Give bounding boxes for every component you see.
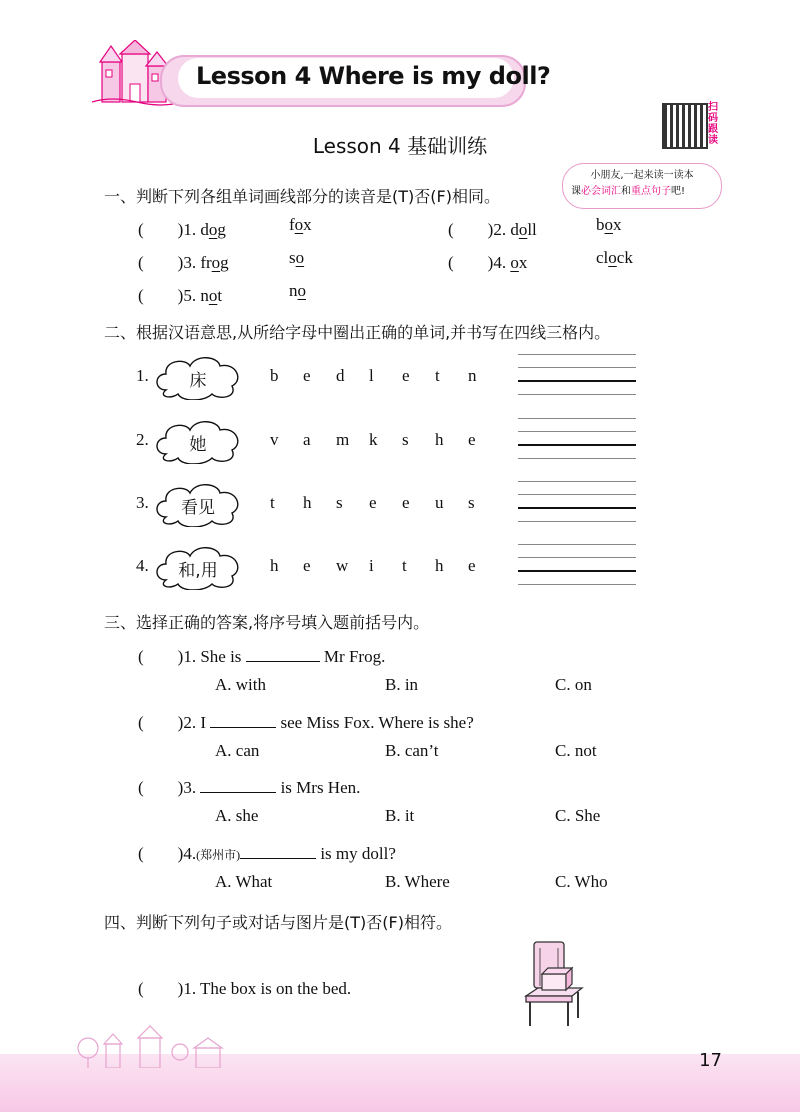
- letter-row[interactable]: h e w i t h e: [270, 556, 476, 575]
- part2-num: 3.: [136, 493, 149, 512]
- part1-item-3: ( )3. frog: [138, 253, 229, 272]
- part1-item-3-word2: so: [289, 248, 305, 267]
- answer-blank[interactable]: [210, 727, 276, 728]
- town-illustration: [70, 1024, 240, 1068]
- option[interactable]: C. Who: [555, 872, 608, 891]
- answer-bracket[interactable]: ( )1.: [138, 647, 197, 666]
- option[interactable]: B. it: [385, 806, 415, 825]
- part1-item-2-word2: box: [596, 215, 622, 234]
- section-title: Lesson 4 基础训练: [312, 134, 488, 158]
- bubble-keyword: 必会词汇: [581, 186, 621, 197]
- bubble-text: 课: [571, 186, 581, 197]
- bubble-text: 和: [621, 186, 631, 197]
- part1-item-5-word2: no: [289, 281, 306, 300]
- letter-row[interactable]: b e d l e t n: [270, 366, 477, 385]
- part1-heading: 一、判断下列各组单词画线部分的读音是(T)否(F)相同。: [104, 187, 500, 206]
- part3-question-2: ( )2. I see Miss Fox. Where is she?: [138, 713, 474, 732]
- part2-num: 2.: [136, 430, 149, 449]
- option[interactable]: B. can’t: [385, 741, 439, 760]
- four-line-grid[interactable]: [518, 418, 636, 471]
- part2-heading: 二、根据汉语意思,从所给字母中圈出正确的单词,并书写在四线三格内。: [104, 323, 611, 342]
- answer-bracket[interactable]: ( )2.: [448, 220, 507, 239]
- part1-item-1-word2: fox: [289, 215, 312, 234]
- answer-blank[interactable]: [240, 858, 316, 859]
- part1-item-1: ( )1. dog: [138, 220, 226, 239]
- part3-heading: 三、选择正确的答案,将序号填入题前括号内。: [104, 613, 430, 632]
- source-tag: (郑州市): [196, 848, 241, 862]
- qr-label: 扫码跟读: [708, 102, 718, 146]
- answer-bracket[interactable]: ( )3.: [138, 778, 197, 797]
- answer-bracket[interactable]: ( )4.: [448, 253, 507, 272]
- option[interactable]: A. What: [215, 872, 273, 891]
- option[interactable]: A. she: [215, 806, 259, 825]
- letter-row[interactable]: t h s e e u s: [270, 493, 475, 512]
- chinese-word: 和,用: [178, 561, 218, 581]
- part2-num: 4.: [136, 556, 149, 575]
- part1-item-4-word2: clock: [596, 248, 633, 267]
- part3-question-1: ( )1. She is Mr Frog.: [138, 647, 386, 666]
- part1-item-4: ( )4. ox: [448, 253, 528, 272]
- answer-blank[interactable]: [200, 792, 276, 793]
- option[interactable]: A. with: [215, 675, 266, 694]
- page-title: Lesson 4 Where is my doll?: [196, 62, 551, 90]
- option[interactable]: B. Where: [385, 872, 450, 891]
- answer-bracket[interactable]: ( )3.: [138, 253, 197, 272]
- answer-bracket[interactable]: ( )1.: [138, 220, 197, 239]
- part4-item-1: ( )1. The box is on the bed.: [138, 979, 352, 998]
- four-line-grid[interactable]: [518, 354, 636, 407]
- bubble-line-2: [571, 184, 713, 200]
- part3-question-4: ( )4.(郑州市) is my doll?: [138, 844, 396, 863]
- option[interactable]: C. She: [555, 806, 601, 825]
- option[interactable]: B. in: [385, 675, 419, 694]
- letter-row[interactable]: v a m k s h e: [270, 430, 476, 449]
- part3-question-3: ( )3. is Mrs Hen.: [138, 778, 361, 797]
- four-line-grid[interactable]: [518, 544, 636, 597]
- part2-num: 1.: [136, 366, 149, 385]
- answer-bracket[interactable]: ( )4.: [138, 844, 197, 863]
- bubble-line-1: 小朋友,一起来读一读本: [590, 170, 694, 181]
- option[interactable]: A. can: [215, 741, 260, 760]
- part1-item-2: ( )2. doll: [448, 220, 537, 239]
- option[interactable]: C. not: [555, 741, 597, 760]
- bubble-keyword: 重点句子: [631, 186, 671, 197]
- answer-bracket[interactable]: ( )2.: [138, 713, 197, 732]
- answer-blank[interactable]: [246, 661, 320, 662]
- chinese-word: 床: [189, 371, 207, 391]
- chair-with-box-illustration: [520, 940, 586, 1030]
- speech-bubble: [562, 163, 722, 209]
- page-number: 17: [699, 1050, 722, 1071]
- part1-item-5: ( )5. not: [138, 286, 223, 305]
- part4-heading: 四、判断下列句子或对话与图片是(T)否(F)相符。: [104, 913, 452, 932]
- four-line-grid[interactable]: [518, 481, 636, 534]
- chinese-word: 看见: [181, 498, 215, 518]
- chinese-word: 她: [189, 435, 207, 455]
- answer-bracket[interactable]: ( )1.: [138, 979, 197, 998]
- bubble-text: 吧!: [671, 186, 686, 197]
- option[interactable]: C. on: [555, 675, 592, 694]
- answer-bracket[interactable]: ( )5.: [138, 286, 197, 305]
